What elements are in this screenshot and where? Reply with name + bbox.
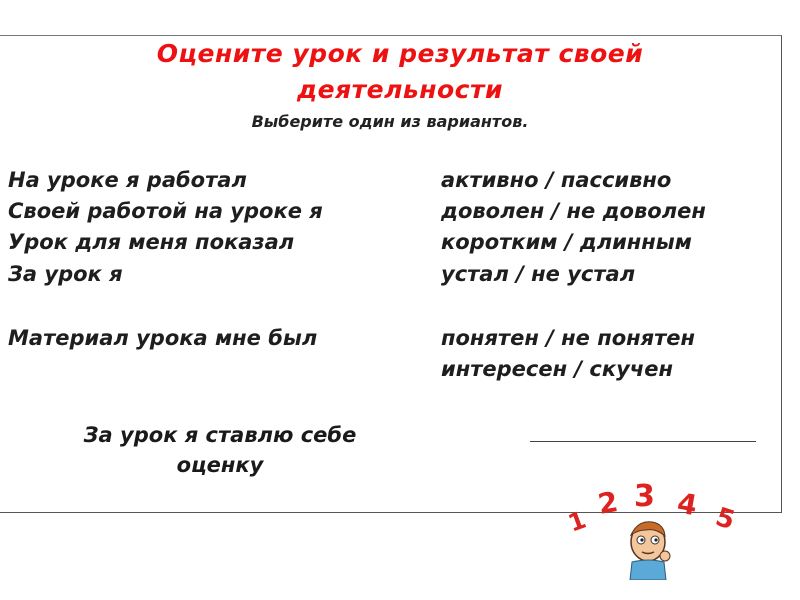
pic-number-4: 4 [674,486,700,523]
row-3-left: Урок для меня показал [8,230,295,254]
pic-number-3: 3 [634,480,655,514]
row-3-right: коротким / длинным [441,230,692,254]
grade-line-2: оценку [176,453,264,477]
row-5-left: Материал урока мне был [8,326,318,350]
row-1-left: На уроке я работал [8,168,247,192]
row-2-left: Своей работой на уроке я [8,199,323,223]
title-line-1: Оцените урок и результат своей [156,39,644,68]
row-4-right: устал / не устал [441,262,636,286]
pic-number-5: 5 [711,502,739,537]
row-2-right: доволен / не доволен [441,199,706,223]
subtitle: Выберите один из вариантов. [251,112,529,131]
pic-number-1: 1 [564,505,590,538]
title-line-2: деятельности [296,75,504,104]
pic-number-2: 2 [595,485,621,521]
thinking-boy-numbers-picture [528,480,758,580]
row-1-right: активно / пассивно [441,168,672,192]
grade-line-1: За урок я ставлю себе [83,423,357,447]
row-6-right: интересен / скучен [441,357,673,381]
row-5-right: понятен / не понятен [441,326,696,350]
row-4-left: За урок я [8,262,123,286]
grade-blank-line [530,441,756,442]
